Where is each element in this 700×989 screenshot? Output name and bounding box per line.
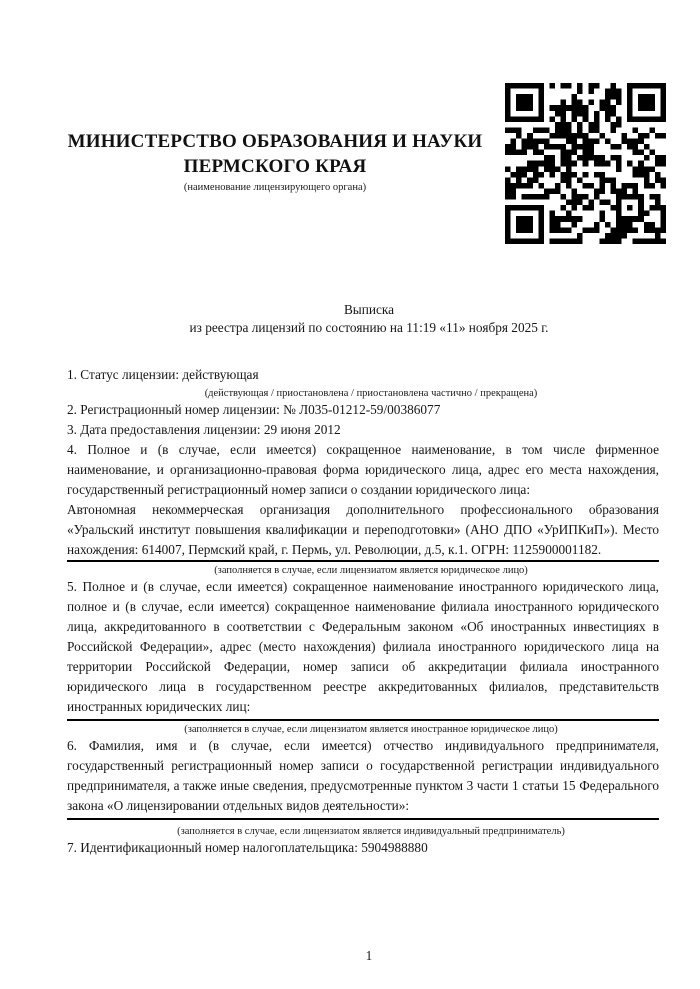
licensing-authority-caption: (наименование лицензирующего органа)	[183, 182, 367, 193]
license-number-line: 2. Регистрационный номер лицензии: № Л035-01212-59/00386077	[67, 402, 441, 417]
license-status-line: 1. Статус лицензии: действующая	[67, 367, 259, 382]
license-grant-date-line: 3. Дата предоставления лицензии: 29 июня 2012	[67, 422, 341, 437]
foreign-entity-blank-line	[67, 719, 659, 721]
taxpayer-id-line: 7. Идентификационный номер налогоплательщика: 5904988880	[67, 840, 428, 855]
document-body	[67, 365, 659, 858]
ministry-title-line1: МИНИСТЕРСТВО ОБРАЗОВАНИЯ И НАУКИ	[67, 131, 483, 152]
ministry-title-line2: ПЕРМСКОГО КРАЯ	[183, 156, 367, 177]
document-title: Выписка	[343, 302, 395, 317]
qr-code-icon	[505, 83, 666, 244]
entrepreneur-blank-line	[67, 818, 659, 820]
foreign-entity-label: 5. Полное и (в случае, если имеется) сокращенное наименование иностранного юридического лица, полное и (в случае, если имеется) сокращенное наименование филиала иностранного юридического лица, аккредитованного в соответствии с Федеральным законом «Об иностранных инвестициях в Российской Федерации», адрес (место нахождения) филиала иностранного юридического лица на территории Российской Федерации, номер записи об аккредитации филиала иностранного юридического лица в государственном реестре аккредитованных филиалов, представительств иностранных юридических лиц:	[67, 579, 659, 714]
document-subtitle: из реестра лицензий по состоянию на 11:19 «11» ноября 2025 г.	[189, 319, 549, 335]
page-number: 1	[365, 948, 373, 963]
document-title-block	[67, 301, 659, 336]
foreign-entity-fill-caption: (заполняется в случае, если лицензиатом является иностранное юридическое лицо)	[184, 724, 558, 735]
legal-entity-fill-caption: (заполняется в случае, если лицензиатом является юридическое лицо)	[214, 565, 528, 576]
entrepreneur-label: 6. Фамилия, имя и (в случае, если имеется) отчество индивидуального предпринимателя, государственный регистрационный номер записи о государственной регистрации индивидуального предпринимателя, а также иные сведения, предусмотренные пунктом 3 части 1 статьи 15 Федерального закона «О лицензировании отдельных видов деятельности»:	[67, 738, 659, 813]
legal-entity-value: Автономная некоммерческая организация дополнительного профессионального образования «Уральский институт повышения квалификации и переподготовки» (АНО ДПО «УрИПКиП»). Место нахождения: 614007, Пермский край, г. Пермь, ул. Революции, д.5, к.1. ОГРН: 1125900001182.	[67, 500, 659, 562]
legal-entity-label: 4. Полное и (в случае, если имеется) сокращенное наименование, в том числе фирменное наименование, и организационно-правовая форма юридического лица, адрес его места нахождения, государственный регистрационный номер записи о создании юридического лица:	[67, 442, 659, 497]
license-status-options-caption: (действующая / приостановлена / приостановлена частично / прекращена)	[204, 388, 538, 399]
entrepreneur-fill-caption: (заполняется в случае, если лицензиатом является индивидуальный предприниматель)	[177, 826, 565, 837]
licensing-authority-block	[40, 129, 510, 194]
